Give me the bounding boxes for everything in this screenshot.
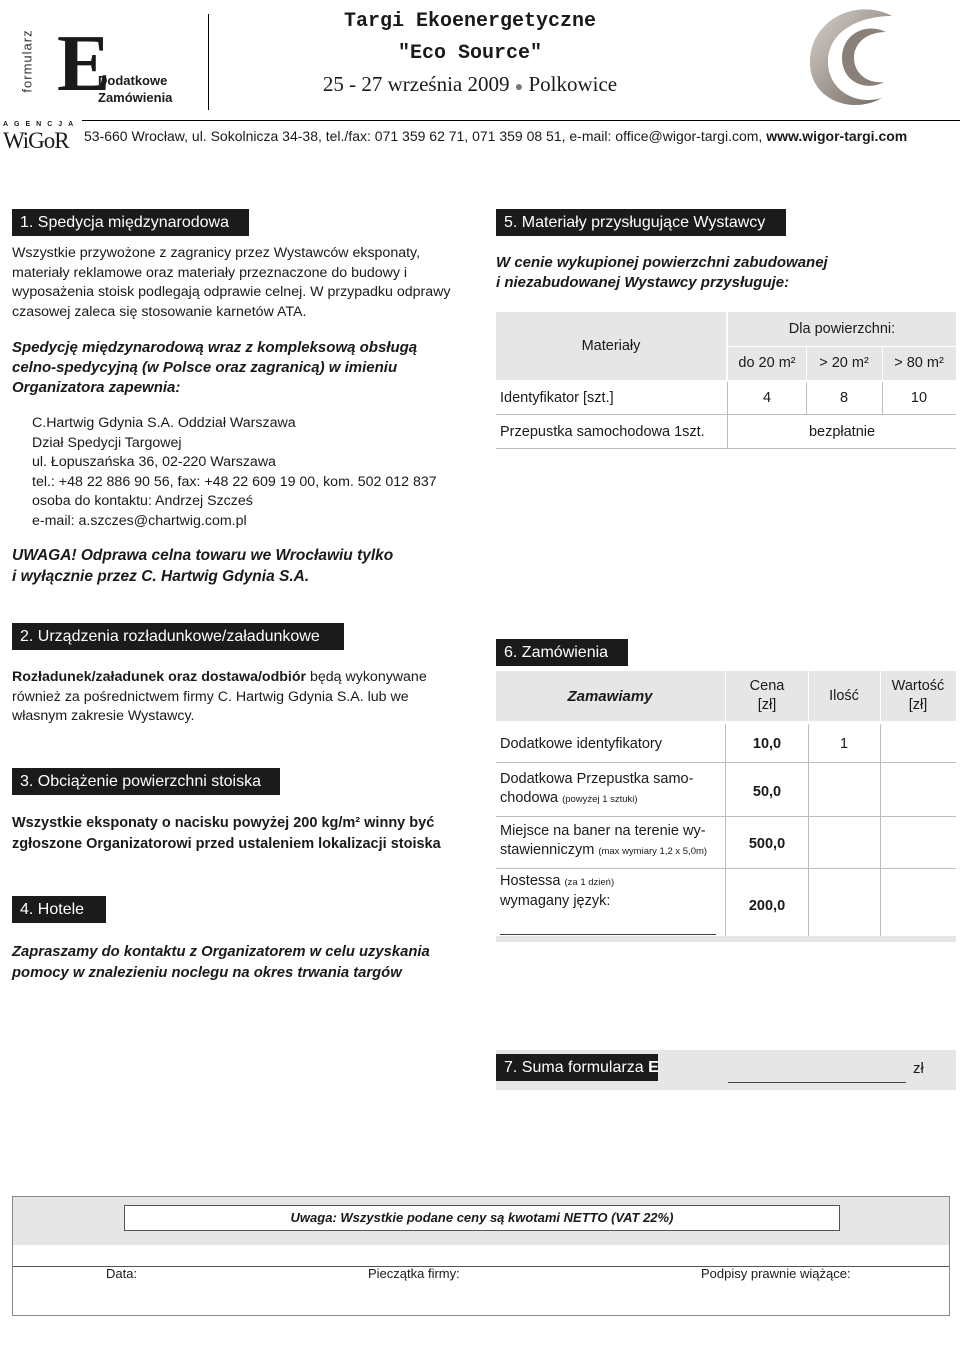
event-title: Targi Ekoenergetyczne — [343, 10, 597, 33]
row-identifier-label: Identyfikator [szt.] — [500, 390, 614, 406]
event-place: Polkowice — [528, 72, 618, 96]
forwarder-address — [32, 414, 462, 531]
address-line: tel.: +48 22 886 90 56, fax: +48 22 609 19 00, kom. 502 012 837 — [32, 473, 437, 490]
event-name: "Eco Source" — [397, 42, 543, 65]
cell-divider — [725, 671, 726, 721]
order-row-price: 500,0 — [748, 836, 786, 852]
section-4-header: 4. Hotele — [12, 896, 106, 923]
order-row-price: 10,0 — [752, 736, 782, 752]
header-divider — [208, 14, 209, 110]
col-order: Zamawiamy — [567, 687, 653, 705]
date-label: Data: — [106, 1266, 138, 1281]
customs-warning-line1: UWAGA! Odprawa celna towaru we Wrocławiu tylko — [12, 547, 394, 564]
order-row-note: (za 1 dzień) — [564, 877, 615, 888]
date-field[interactable] — [12, 1272, 282, 1316]
order-row-qty[interactable] — [808, 872, 880, 940]
row-rule — [496, 762, 956, 763]
event-date: 25 - 27 września 2009 — [322, 72, 510, 96]
section-3-text: Wszystkie eksponaty o nacisku powyżej 200 kg/m² winny być zgłoszone Organizatorowi przed ustaleniem lokalizacji stoiska — [12, 815, 441, 852]
eco-logo-icon — [800, 2, 908, 114]
form-subtitle-1: Dodatkowe — [98, 73, 168, 88]
section-5-sub2: i niezabudowanej Wystawcy przysługuje: — [496, 274, 790, 291]
section-1-forwarder-note: Spedycję międzynarodową wraz z kompleksową obsługą celno-spedycyjną (w Polsce oraz zagranicą) w imieniu Organizatora zapewnia: — [12, 339, 418, 396]
address-line: C.Hartwig Gdynia S.A. Oddział Warszawa — [32, 415, 296, 431]
stamp-label: Pieczątka firmy: — [368, 1266, 460, 1281]
order-row-value[interactable] — [880, 770, 956, 814]
order-row-qty[interactable] — [808, 822, 880, 866]
form-subtitle-2: Zamówienia — [98, 90, 173, 105]
header-rule — [82, 120, 960, 121]
form-vertical-label: formularz — [19, 29, 35, 93]
cell-divider — [806, 382, 807, 414]
area-col-3: > 80 m² — [894, 355, 944, 371]
row-pass-value: bezpłatnie — [808, 424, 876, 440]
table-bottom-bar — [496, 936, 956, 942]
col-qty: Ilość — [829, 688, 859, 704]
form-letter: E — [57, 20, 111, 108]
section-7-title: 7. Suma formularza — [504, 1059, 644, 1076]
order-row-qty[interactable]: 1 — [839, 736, 849, 752]
sum-unit: zł — [913, 1060, 924, 1077]
section-1-intro: Wszystkie przywożone z zagranicy przez Wystawców eksponaty, materiały reklamowe oraz materiały przeznaczone do budowy i wyposażenia stoisk podlegają odprawie celnej. W przypadku odprawy czasowej zaleca się stosowanie karnetów ATA. — [12, 245, 451, 320]
signature-field[interactable] — [650, 1272, 948, 1316]
section-4-line1: Zapraszamy do kontaktu z Organizatorem w celu uzyskania — [12, 944, 430, 960]
address-line: e-mail: a.szczes@chartwig.com.pl — [32, 512, 247, 529]
order-row-label-l2: wymagany język: — [500, 893, 611, 909]
address-line: ul. Łopuszańska 36, 02-220 Warszawa — [32, 454, 276, 470]
contact-text: 53-660 Wrocław, ul. Sokolnicza 34-38, tel./fax: 071 359 62 71, 071 359 08 51, e-mail: office@wigor-targi.com, — [84, 128, 763, 144]
row-identifier-v1: 4 — [762, 390, 772, 406]
section-5-sub1: W cenie wykupionej powierzchni zabudowanej — [496, 254, 828, 271]
order-row-label — [500, 872, 724, 912]
order-row-qty[interactable] — [808, 770, 880, 814]
row-rule — [496, 868, 956, 869]
customs-warning — [12, 545, 462, 587]
order-row-price: 200,0 — [748, 898, 786, 914]
order-row-value[interactable] — [880, 872, 956, 940]
cell-divider — [725, 724, 726, 936]
order-row-label-l1: Hostessa — [500, 873, 561, 889]
section-2-rest: będą wykonywane również za pośrednictwem firmy C. Hartwig Gdynia S.A. lub we własnym zakresie Wystawcy. — [12, 669, 427, 724]
address-line: Dział Spedycji Targowej — [32, 434, 182, 451]
section-2-bold: Rozładunek/załadunek oraz dostawa/odbiór — [12, 669, 307, 685]
agency-label: AGENCJA — [3, 121, 80, 128]
event-date-place: 25 - 27 września 2009 ● Polkowice — [322, 72, 618, 96]
order-row-label — [500, 822, 724, 866]
section-3-header: 3. Obciążenie powierzchni stoiska — [12, 768, 280, 795]
cell-divider — [880, 671, 881, 721]
stamp-field[interactable] — [300, 1272, 630, 1316]
wigor-logo: WiGoR — [3, 128, 69, 153]
row-rule — [496, 816, 956, 817]
order-row-label — [500, 770, 724, 814]
area-col-1: do 20 m² — [738, 355, 796, 371]
order-row-label-l1: Dodatkowa Przepustka samo- — [500, 771, 694, 787]
order-row-note: (powyżej 1 sztuki) — [562, 794, 638, 805]
section-2-text — [12, 668, 452, 727]
form-subtitle — [98, 72, 172, 106]
order-row-label-l2: stawienniczym — [500, 842, 595, 858]
cell-divider — [806, 346, 807, 380]
col-area: Dla powierzchni: — [788, 321, 896, 337]
col-materials: Materiały — [581, 338, 641, 354]
language-input[interactable] — [500, 914, 716, 935]
section-1-header: 1. Spedycja międzynarodowa — [12, 209, 249, 236]
section-7-header — [496, 1054, 658, 1081]
order-row-value[interactable] — [880, 727, 956, 761]
contact-line — [84, 128, 907, 144]
customs-warning-line2: i wyłącznie przez C. Hartwig Gdynia S.A. — [12, 568, 310, 585]
col-price: Cena [zł] — [749, 678, 785, 713]
section-2-header: 2. Urządzenia rozładunkowe/załadunkowe — [12, 623, 344, 650]
cell-divider — [882, 382, 883, 414]
cell-divider — [808, 724, 809, 936]
order-row-value[interactable] — [880, 822, 956, 866]
order-row-label: Dodatkowe identyfikatory — [500, 736, 662, 752]
order-row-label-l2: chodowa — [500, 790, 559, 806]
signature-label: Podpisy prawnie wiążące: — [701, 1266, 851, 1281]
sum-input[interactable] — [728, 1060, 906, 1083]
row-identifier-v3: 10 — [910, 390, 928, 406]
row-rule — [496, 414, 956, 415]
section-4-line2: pomocy w znalezieniu noclegu na okres trwania targów — [12, 965, 402, 981]
address-line: osoba do kontaktu: Andrzej Szcześ — [32, 493, 253, 509]
order-row-price: 50,0 — [752, 784, 782, 800]
section-5-subtitle — [496, 253, 956, 293]
col-value: Wartość [zł] — [891, 678, 945, 713]
cell-divider — [880, 724, 881, 936]
cell-divider — [808, 671, 809, 721]
section-6-header: 6. Zamówienia — [496, 639, 628, 666]
area-col-2: > 20 m² — [819, 355, 869, 371]
section-7-letter: E — [648, 1059, 659, 1076]
section-4-text — [12, 942, 472, 984]
website-link[interactable]: www.wigor-targi.com — [766, 128, 908, 144]
section-5-header: 5. Materiały przysługujące Wystawcy — [496, 209, 786, 236]
row-identifier-v2: 8 — [839, 390, 849, 406]
order-row-label-l1: Miejsce na baner na terenie wy- — [500, 823, 706, 839]
order-row-note: (max wymiary 1,2 x 5,0m) — [598, 846, 708, 857]
cell-divider — [882, 346, 883, 380]
row-pass-label: Przepustka samochodowa 1szt. — [500, 424, 705, 440]
row-rule — [496, 448, 956, 449]
vat-note: Uwaga: Wszystkie podane ceny są kwotami NETTO (VAT 22%) — [124, 1205, 840, 1231]
